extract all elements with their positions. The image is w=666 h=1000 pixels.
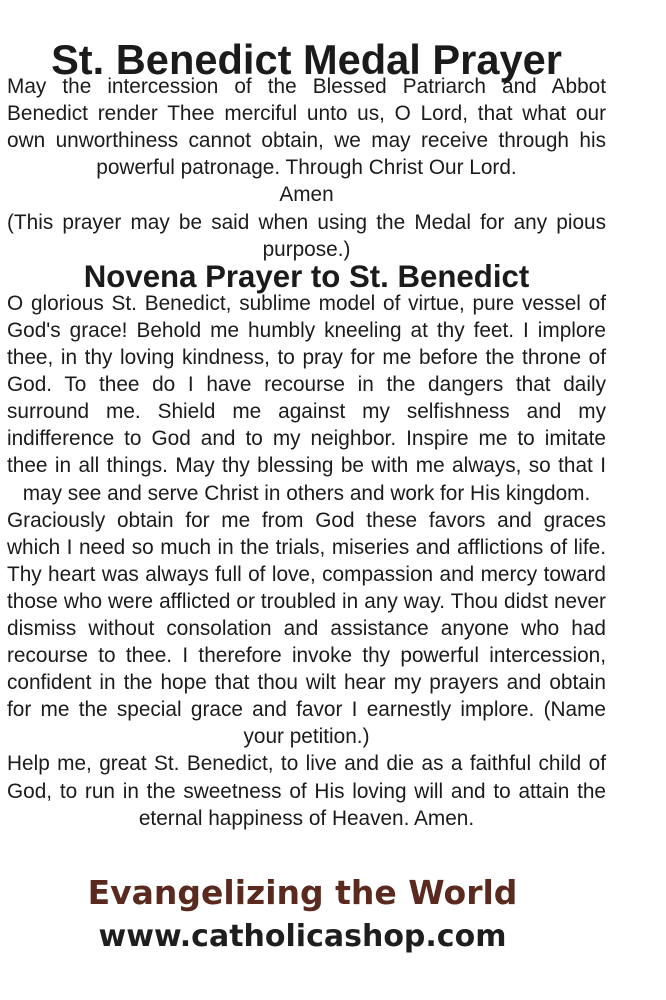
- novena-paragraph-3: Help me, great St. Benedict, to live and die as a faithful child of God, to run in the sweetness of His loving will and to attain the eternal happiness of Heaven. Amen.: [7, 752, 606, 830]
- novena-paragraph-2: Graciously obtain for me from God these favors and graces which I need so much in the trials, miseries and afflictions of life. Thy heart was always full of love, compassion and mercy toward those who were afflicted or troubled in any way. Thou didst never dismiss without consolation and assistance anyone who had recourse to thee. I therefore invoke thy powerful intercession, confident in the hope that thou wilt hear my prayers and obtain for me the special grace and favor I earnestly implore. (Name your petition.): [7, 508, 606, 749]
- footer-tagline: Evangelizing the World: [87, 873, 518, 912]
- medal-prayer-body: May the intercession of the Blessed Patriarch and Abbot Benedict render Thee merciful unto us, O Lord, that what our own unworthiness cannot obtain, we may receive through his powerful patronage. Through Christ Our Lord.: [7, 75, 606, 180]
- medal-prayer-note: (This prayer may be said when using the Medal for any pious purpose.): [7, 210, 606, 261]
- medal-prayer-amen: Amen: [279, 183, 334, 207]
- novena-prayer-title: Novena Prayer to St. Benedict: [83, 258, 530, 294]
- footer-website: www.catholicashop.com: [98, 919, 507, 954]
- novena-paragraph-1: O glorious St. Benedict, sublime model of virtue, pure vessel of God's grace! Behold me humbly kneeling at thy feet. I implore thee, in thy loving kindness, to pray for me before the throne of God. To thee do I have recourse in the dangers that daily surround me. Shield me against my selfishness and my indifference to God and to my neighbor. Inspire me to imitate thee in all things. May thy blessing be with me always, so that I may see and serve Christ in others and work for His kingdom.: [7, 291, 606, 505]
- medal-prayer-title: St. Benedict Medal Prayer: [51, 36, 562, 83]
- prayer-card: [7, 36, 606, 832]
